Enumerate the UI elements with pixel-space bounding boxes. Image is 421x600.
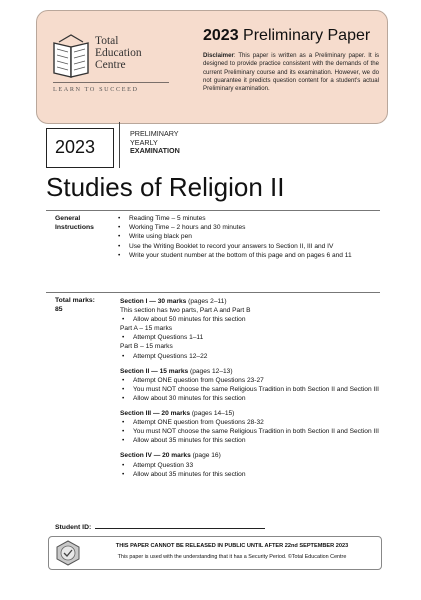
paper-title-text: Preliminary Paper (243, 27, 371, 44)
section-pages: (pages 2–11) (186, 298, 227, 305)
section-text: Part B – 15 marks (120, 343, 173, 351)
section-divider (46, 292, 380, 293)
heading-line: 85 (55, 306, 63, 314)
general-instructions-list (116, 214, 378, 260)
list-item: • Use the Writing Booklet to record your answers to Section II, III and IV (116, 242, 378, 251)
security-notice: THIS PAPER CANNOT BE RELEASED IN PUBLIC UNTIL AFTER 22nd SEPTEMBER 2023 (115, 543, 349, 549)
section-bullets (120, 418, 382, 445)
general-instructions-heading (55, 214, 94, 232)
logo-divider (53, 82, 169, 83)
section-title (120, 297, 382, 306)
exam-type-line: EXAMINATION (130, 146, 180, 156)
section-title-text: Section III — 20 marks (120, 410, 190, 418)
section-block (120, 409, 382, 445)
header-panel (36, 10, 388, 124)
list-item: • Attempt Questions 12–22 (120, 352, 382, 361)
security-footer (48, 536, 382, 570)
exam-year: 2023 (55, 137, 96, 157)
heading-line: General (55, 215, 81, 222)
section-bullets (120, 376, 382, 403)
section-block (120, 297, 382, 361)
list-item: • You must NOT choose the same Religious Tradition in both Section II and Section III (120, 427, 382, 436)
vertical-divider (119, 122, 120, 168)
subject-title: Studies of Religion II (46, 172, 285, 202)
exam-sections (120, 297, 382, 485)
list-item: • Write using black pen (116, 232, 378, 241)
section-text: Part A – 15 marks (120, 325, 173, 333)
section-title-text: Section I — 30 marks (120, 298, 187, 305)
list-item: • Allow about 50 minutes for this section (120, 315, 382, 324)
list-item: • Allow about 30 minutes for this section (120, 394, 382, 403)
section-title (120, 409, 382, 418)
heading-line: Instructions (55, 224, 94, 232)
section-text: This section has two parts, Part A and Part B (120, 307, 251, 315)
open-book-icon (51, 33, 91, 79)
exam-type-line: YEARLY (130, 137, 158, 147)
disclaimer-label: Disclaimer (203, 52, 234, 59)
paper-title (203, 27, 370, 45)
logo-name (95, 35, 142, 71)
disclaimer (203, 52, 379, 93)
section-block (120, 451, 382, 478)
list-item: • Attempt ONE question from Questions 23-27 (120, 376, 382, 385)
section-bullets (120, 352, 382, 361)
section-title-text: Section II — 15 marks (120, 367, 189, 375)
section-pages: (pages 12–13) (188, 367, 233, 375)
section-bullets (120, 333, 382, 342)
list-item: • Allow about 35 minutes for this section (120, 436, 382, 445)
heading-line: Total marks: (55, 297, 95, 304)
student-id-label: Student ID: (55, 524, 92, 531)
section-bullets (120, 315, 382, 324)
logo-tagline: LEARN TO SUCCEED (53, 86, 139, 93)
logo-name-line: Total (95, 35, 119, 47)
copyright-notice: This paper is used with the understanding that it has a Security Period. ©Total Education Centre (117, 554, 347, 560)
list-item: • Attempt Questions 1–11 (120, 333, 382, 342)
list-item: • Attempt Question 33 (120, 461, 382, 470)
list-item: • Attempt ONE question from Questions 28-32 (120, 418, 382, 427)
student-id-field[interactable] (55, 521, 265, 531)
section-title-text: Section IV — 20 marks (120, 452, 191, 460)
section-bullets (120, 461, 382, 479)
total-education-centre-logo (51, 33, 171, 105)
paper-title-year: 2023 (203, 27, 239, 44)
logo-name-line: Centre (95, 59, 126, 71)
section-divider (46, 210, 380, 211)
student-id-line[interactable] (95, 521, 265, 529)
security-seal-icon (55, 540, 81, 566)
list-item: • Working Time – 2 hours and 30 minutes (116, 223, 378, 232)
section-pages: (page 16) (190, 452, 221, 460)
section-title (120, 451, 382, 460)
exam-year-box (46, 128, 114, 168)
section-block (120, 367, 382, 403)
list-item: • Write your student number at the bottom of this page and on pages 6 and 11 (116, 251, 378, 260)
list-item: • Allow about 35 minutes for this section (120, 470, 382, 479)
section-title (120, 367, 382, 376)
list-item: • Reading Time – 5 minutes (116, 214, 378, 223)
section-pages: (pages 14–15) (190, 410, 235, 418)
logo-name-line: Education (95, 47, 142, 59)
disclaimer-text: : This paper is written as a Preliminary paper. It is designed to provide practice consistent with the demands of the current Preliminary course and its examination. However, we do not guarantee it predicts question content for a student's actual Preliminary examination. (203, 52, 379, 93)
total-marks-heading (55, 296, 95, 314)
exam-type-line: PRELIMINARY (130, 129, 179, 138)
exam-type-label (130, 130, 180, 156)
list-item: • You must NOT choose the same Religious Tradition in both Section II and Section III (120, 385, 382, 394)
